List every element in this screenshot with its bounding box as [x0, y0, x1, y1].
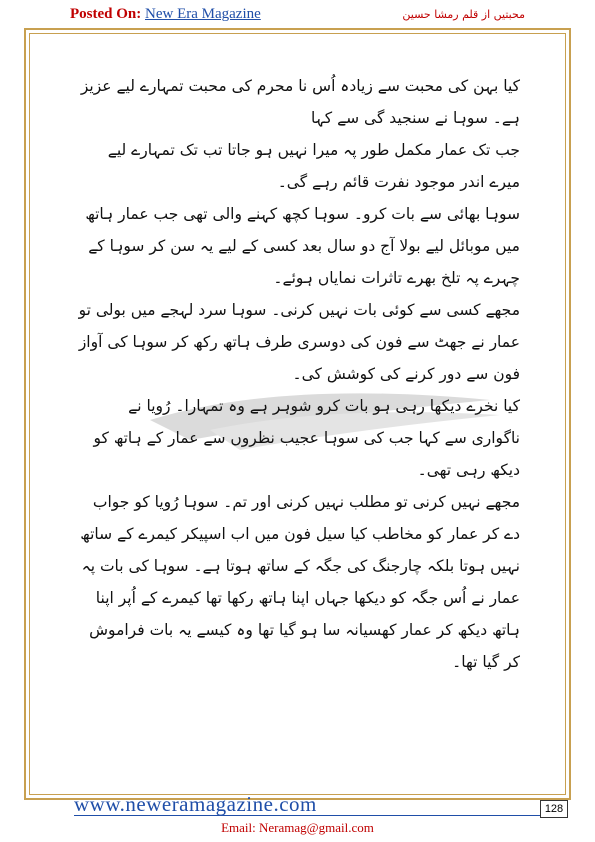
paragraph-5: کیا نخرے دیکھا رہی ہو بات کرو شوہر ہے وہ تمہارا۔ رُویا نے ناگواری سے کہا جب کی سوہا عجیب نظروں سے عمار کے ہاتھ کو دیکھ رہی تھی۔ — [93, 397, 520, 479]
article-body — [76, 70, 520, 678]
header-posted-on — [70, 6, 261, 23]
paragraph-3: سوہا بھائی سے بات کرو۔ سوہا کچھ کہنے والی تھی جب عمار ہاتھ میں موبائل لیے بولا آج دو سال بعد کسی کے لیے یہ سن کر سوہا کے چہرے پہ تلخ بھرے تاثرات نمایاں ہوئے۔ — [85, 205, 520, 287]
footer-email: Email: Neramag@gmail.com — [221, 820, 374, 835]
paragraph-2: جب تک عمار مکمل طور پہ میرا نہیں ہو جاتا تب تک تمہارے لیے میرے اندر موجود نفرت قائم رہے گی۔ — [107, 141, 520, 191]
paragraph-4: مجھے کسی سے کوئی بات نہیں کرنی۔ سوہا سرد لہجے میں بولی تو عمار نے جھٹ سے فون کی دوسری طرف ہاتھ رکھ کر سوہا کی آواز فون سے دور کرنے کی کوشش کی۔ — [78, 301, 520, 383]
page-number: 128 — [540, 800, 568, 818]
footer-divider — [74, 815, 562, 816]
paragraph-6: مجھے نہیں کرنی تو مطلب نہیں کرنی اور تم۔ سوہا رُویا کو جواب دے کر عمار کو مخاطب کیا سیل فون میں اب اسپیکر کیمرے کے ساتھ نہیں ہوتا بلکہ چارجنگ کی جگہ کے ساتھ ہوتا ہے۔ سوہا کی بات پہ عمار نے اُس جگہ کو دیکھا جہاں اپنا ہاتھ رکھا تھا کیمرے کے اُپر اپنا ہاتھ دیکھ کر عمار کھسیانہ سا ہو گیا تھا وہ کیسے یہ بات فراموش کر گیا تھا۔ — [80, 493, 520, 671]
story-title: محبتیں از قلم رمشا حسین — [402, 8, 525, 21]
magazine-link[interactable]: New Era Magazine — [145, 6, 261, 22]
footer-website-link[interactable]: www.neweramagazine.com — [74, 792, 317, 816]
paragraph-1: کیا بہن کی محبت سے زیادہ اُس نا محرم کی محبت تمہارے لیے عزیز ہے۔ سوہا نے سنجید گی سے کہا — [80, 77, 520, 127]
posted-on-label: Posted On: — [70, 6, 142, 22]
